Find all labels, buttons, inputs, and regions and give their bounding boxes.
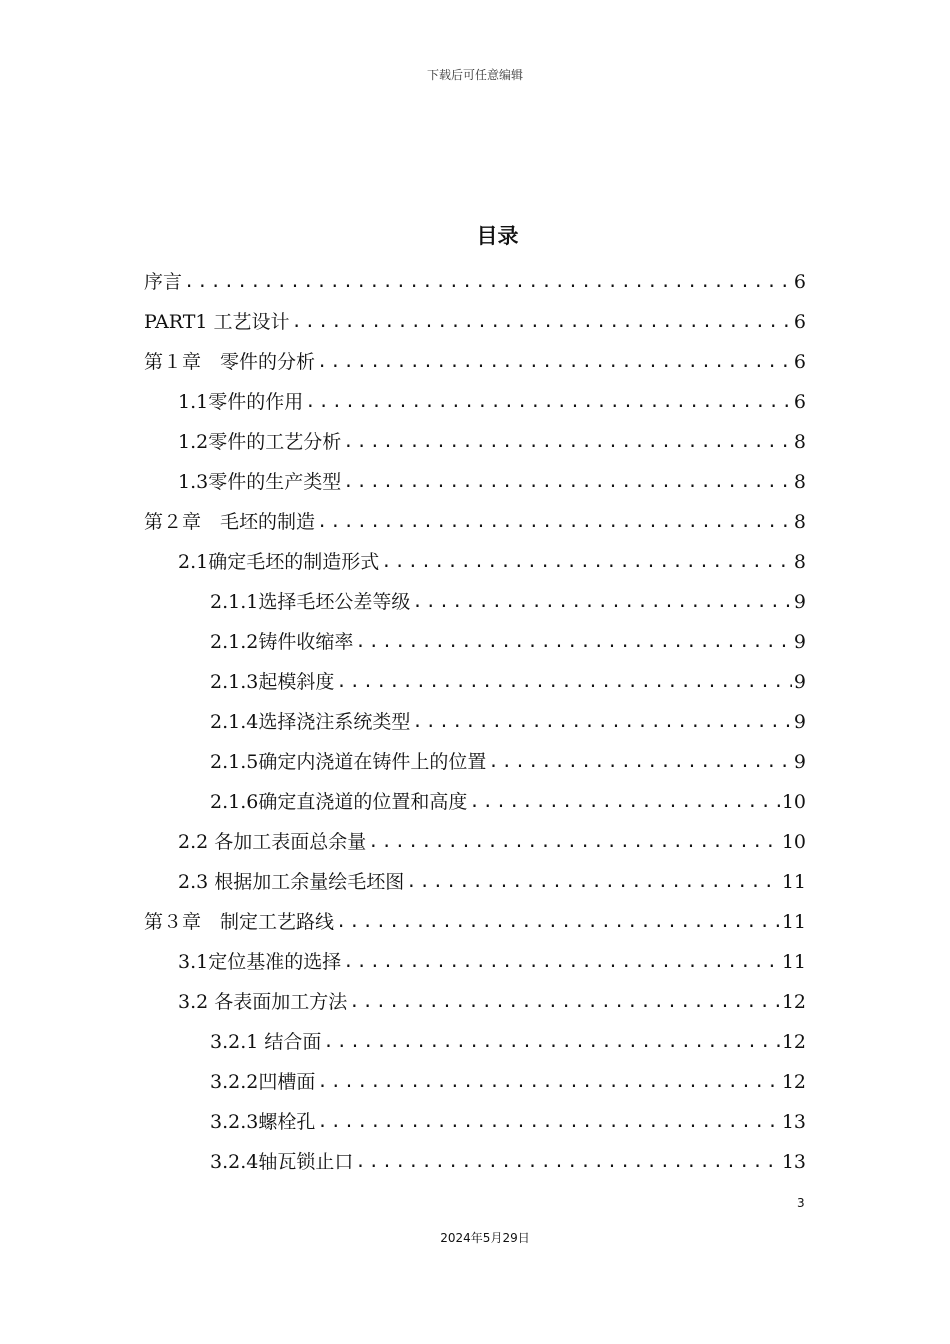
- toc-leader: [412, 702, 792, 742]
- toc-entry[interactable]: [178, 862, 806, 902]
- toc-leader: [412, 582, 792, 622]
- toc-entry[interactable]: [178, 422, 806, 462]
- toc-entry-page: 6: [793, 391, 806, 413]
- toc-entry-label: 序言: [144, 271, 183, 293]
- toc-entry-page: 12: [781, 991, 806, 1013]
- toc-leader: [349, 982, 780, 1022]
- toc-entry-page: 11: [781, 911, 806, 933]
- toc-entry[interactable]: [144, 262, 806, 302]
- toc-entry-page: 11: [781, 871, 806, 893]
- toc-entry-label: 第２章 毛坯的制造: [144, 511, 316, 533]
- toc-leader: [184, 262, 792, 302]
- toc-entry-page: 6: [793, 311, 806, 333]
- toc-entry[interactable]: [178, 382, 806, 422]
- toc-entry[interactable]: [210, 1062, 806, 1102]
- footer-date: 2024年5月29日: [440, 1231, 530, 1245]
- toc-entry[interactable]: [210, 582, 806, 622]
- toc-entry-page: 12: [781, 1031, 806, 1053]
- toc-entry[interactable]: [144, 902, 806, 942]
- toc-entry-page: 9: [793, 751, 806, 773]
- toc-entry-label: 2.3 根据加工余量绘毛坯图: [178, 871, 405, 893]
- toc-entry-page: 10: [781, 791, 806, 813]
- page-number: 3: [797, 1196, 805, 1210]
- toc-leader: [292, 302, 792, 342]
- toc-entry-label: 3.2.2凹槽面: [210, 1071, 316, 1093]
- toc-entry-page: 10: [781, 831, 806, 853]
- toc-leader: [305, 382, 792, 422]
- toc-entry[interactable]: [144, 502, 806, 542]
- toc-entry[interactable]: [210, 1102, 806, 1142]
- toc-entry-page: 13: [781, 1151, 806, 1173]
- toc-entry-label: 2.1.1选择毛坯公差等级: [210, 591, 411, 613]
- toc-entry[interactable]: [144, 342, 806, 382]
- toc-entry-label: 2.1.5确定内浇道在铸件上的位置: [210, 751, 487, 773]
- toc-leader: [381, 542, 792, 582]
- toc-entry-page: 9: [793, 591, 806, 613]
- toc-entry-label: 2.1.4选择浇注系统类型: [210, 711, 411, 733]
- toc-leader: [317, 502, 792, 542]
- toc-leader: [336, 662, 792, 702]
- toc-leader: [355, 1142, 779, 1182]
- toc-entry-page: 8: [793, 431, 806, 453]
- toc-entry-page: 9: [793, 671, 806, 693]
- toc-entry[interactable]: [210, 702, 806, 742]
- toc-entry[interactable]: [178, 942, 806, 982]
- toc-entry[interactable]: [210, 742, 806, 782]
- toc-leader: [336, 902, 780, 942]
- toc-entry-page: 9: [793, 711, 806, 733]
- toc-entry[interactable]: [210, 662, 806, 702]
- toc-entry[interactable]: [210, 1142, 806, 1182]
- toc-entry-page: 13: [781, 1111, 806, 1133]
- toc-entry-label: 3.2 各表面加工方法: [178, 991, 348, 1013]
- toc-entry[interactable]: [178, 462, 806, 502]
- toc-leader: [355, 622, 792, 662]
- toc-leader: [317, 1102, 779, 1142]
- toc-entry-page: 11: [781, 951, 806, 973]
- toc-leader: [343, 942, 780, 982]
- toc-leader: [368, 822, 780, 862]
- toc-entry-label: 第３章 制定工艺路线: [144, 911, 335, 933]
- toc-title: 目录: [476, 224, 519, 248]
- toc-entry-label: 3.2.3螺栓孔: [210, 1111, 316, 1133]
- toc-entry-label: 3.2.1 结合面: [210, 1031, 322, 1053]
- toc-entry-page: 6: [793, 351, 806, 373]
- toc-leader: [343, 462, 792, 502]
- toc-entry-page: 8: [793, 551, 806, 573]
- toc-leader: [406, 862, 780, 902]
- toc-entry[interactable]: [144, 302, 806, 342]
- toc-entry-label: 2.2 各加工表面总余量: [178, 831, 367, 853]
- toc-entry[interactable]: [210, 622, 806, 662]
- toc-entry[interactable]: [178, 542, 806, 582]
- toc-leader: [488, 742, 792, 782]
- toc-entry-label: 2.1.2铸件收缩率: [210, 631, 354, 653]
- toc-entry-page: 8: [793, 471, 806, 493]
- toc-entry-page: 9: [793, 631, 806, 653]
- toc-entry[interactable]: [178, 822, 806, 862]
- toc-entry-label: 3.1定位基准的选择: [178, 951, 342, 973]
- toc-entry[interactable]: [210, 1022, 806, 1062]
- toc-entry-page: 6: [793, 271, 806, 293]
- toc-entry[interactable]: [178, 982, 806, 1022]
- toc-entry-label: 1.2零件的工艺分析: [178, 431, 342, 453]
- toc-entry-label: 第１章 零件的分析: [144, 351, 316, 373]
- toc-entry[interactable]: [210, 782, 806, 822]
- toc-entry-label: 3.2.4轴瓦锁止口: [210, 1151, 354, 1173]
- toc-entry-label: PART1 工艺设计: [144, 311, 290, 333]
- toc-entry-page: 8: [793, 511, 806, 533]
- toc-entry-label: 1.3零件的生产类型: [178, 471, 342, 493]
- toc-leader: [343, 422, 792, 462]
- toc-leader: [317, 1062, 779, 1102]
- toc-entry-label: 2.1.3起模斜度: [210, 671, 335, 693]
- toc-entry-label: 2.1.6确定直浇道的位置和高度: [210, 791, 468, 813]
- toc-entry-page: 12: [781, 1071, 806, 1093]
- toc-leader: [323, 1022, 779, 1062]
- toc-leader: [317, 342, 792, 382]
- toc-entry-label: 2.1确定毛坯的制造形式: [178, 551, 380, 573]
- toc-leader: [469, 782, 779, 822]
- header-note: 下载后可任意编辑: [426, 68, 523, 82]
- toc-entry-label: 1.1零件的作用: [178, 391, 304, 413]
